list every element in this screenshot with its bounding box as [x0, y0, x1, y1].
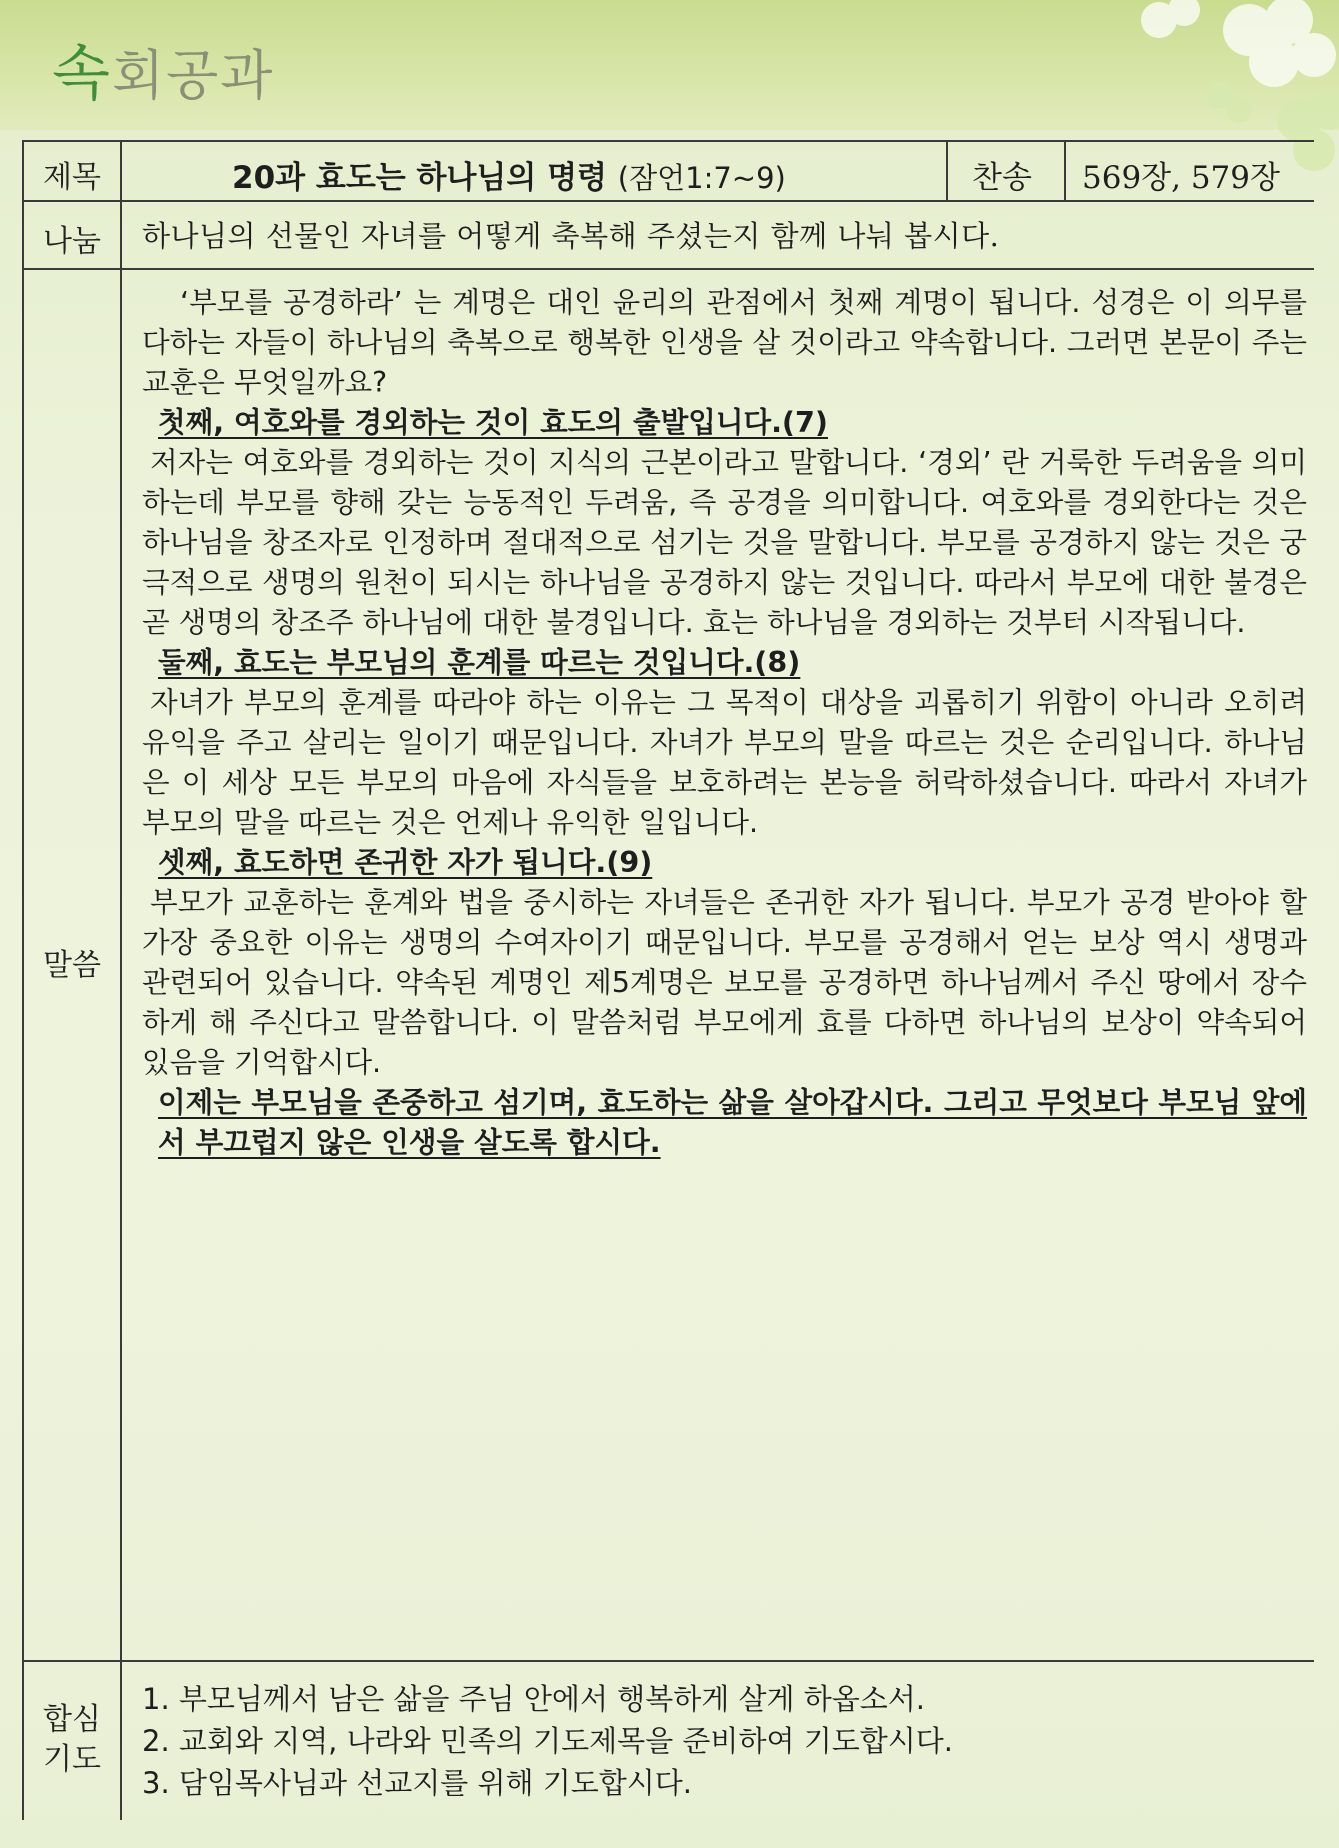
title-label: 제목	[43, 160, 101, 195]
divider	[1064, 140, 1066, 200]
intro-paragraph: ‘부모를 공경하라’ 는 계명은 대인 윤리의 관점에서 첫째 계명이 됩니다. 성경은 이 의무를 다하는 자들이 하나님의 축복으로 행복한 인생을 살 것이라고 약속합니다. 그러면 본문이 주는 교훈은 무엇일까요?	[142, 285, 1307, 399]
header-title-accent: 속	[52, 39, 112, 109]
header-title	[52, 26, 274, 112]
sermon-body	[120, 282, 1307, 1162]
prayer-item: 2. 교회와 지역, 나라와 민족의 기도제목을 준비하여 기도합시다.	[142, 1724, 953, 1758]
share-text: 하나님의 선물인 자녀를 어떻게 축복해 주셨는지 함께 나눠 봅시다.	[142, 219, 1000, 253]
lesson-title-text: 20과 효도는 하나님의 명령	[232, 160, 607, 196]
lesson-title	[232, 152, 786, 197]
prayer-label-line-2: 기도	[43, 1742, 101, 1777]
section-heading-2: 둘째, 효도는 부모님의 훈계를 따르는 것입니다.(8)	[158, 645, 801, 679]
share-label: 나눔	[43, 224, 101, 259]
scripture-reference: (잠언1:7~9)	[617, 161, 786, 195]
divider	[946, 140, 948, 200]
section-heading-3: 셋째, 효도하면 존귀한 자가 됩니다.(9)	[158, 845, 653, 879]
hymn-value: 569장, 579장	[1082, 160, 1280, 196]
hymn-label: 찬송	[972, 160, 1032, 196]
section-paragraph-3: 부모가 교훈하는 훈계와 법을 중시하는 자녀들은 존귀한 자가 됩니다. 부모가 공경 받아야 할 가장 중요한 이유는 생명의 수여자이기 때문입니다. 부모를 공경해서 얻는 보상 역시 생명과 관련되어 있습니다. 약속된 계명인 제5계명은 보모를 공경하면 하나님께서 주신 땅에서 장수하게 해 주신다고 말씀합니다. 이 말씀처럼 부모에게 효를 다하면 하나님의 보상이 약속되어 있음을 기억합시다.	[142, 885, 1307, 1079]
section-heading-1: 첫째, 여호와를 경외하는 것이 효도의 출발입니다.(7)	[158, 405, 828, 439]
prayer-label	[24, 1700, 120, 1780]
divider	[24, 140, 1314, 142]
word-label: 말씀	[43, 948, 101, 983]
section-paragraph-1: 저자는 여호와를 경외하는 것이 지식의 근본이라고 말합니다. ‘경외’ 란 거룩한 두려움을 의미하는데 부모를 향해 갖는 능동적인 두려움, 즉 공경을 의미합니다. 여호와를 경외한다는 것은 하나님을 창조자로 인정하며 절대적으로 섬기는 것을 말합니다. 부모를 공경하지 않는 것은 궁극적으로 생명의 원천이 되시는 하나님을 공경하지 않는 것입니다. 따라서 부모에 대한 불경은 곧 생명의 창조주 하나님에 대한 불경입니다. 효는 하나님을 경외하는 것부터 시작됩니다.	[142, 445, 1307, 639]
prayer-label-line-1: 합심	[43, 1702, 101, 1737]
prayer-item: 3. 담임목사님과 선교지를 위해 기도합시다.	[142, 1766, 692, 1800]
header-title-rest: 회공과	[111, 44, 275, 107]
prayer-item: 1. 부모님께서 남은 삶을 주님 안에서 행복하게 살게 하옵소서.	[142, 1682, 925, 1716]
divider	[24, 268, 1314, 270]
prayer-list	[142, 1678, 953, 1804]
lesson-table	[22, 140, 1314, 1820]
divider	[24, 200, 1314, 202]
section-paragraph-2: 자녀가 부모의 훈계를 따라야 하는 이유는 그 목적이 대상을 괴롭히기 위함이 아니라 오히려 유익을 주고 살리는 일이기 때문입니다. 자녀가 부모의 말을 따르는 것은 순리입니다. 하나님은 이 세상 모든 부모의 마음에 자식들을 보호하려는 본능을 허락하셨습니다. 따라서 자녀가 부모의 말을 따르는 것은 언제나 유익한 일입니다.	[142, 685, 1307, 839]
closing-exhortation: 이제는 부모님을 존중하고 섬기며, 효도하는 삶을 살아갑시다. 그리고 무엇보다 부모님 앞에서 부끄럽지 않은 인생을 살도록 합시다.	[158, 1085, 1307, 1159]
divider	[24, 1660, 1314, 1662]
